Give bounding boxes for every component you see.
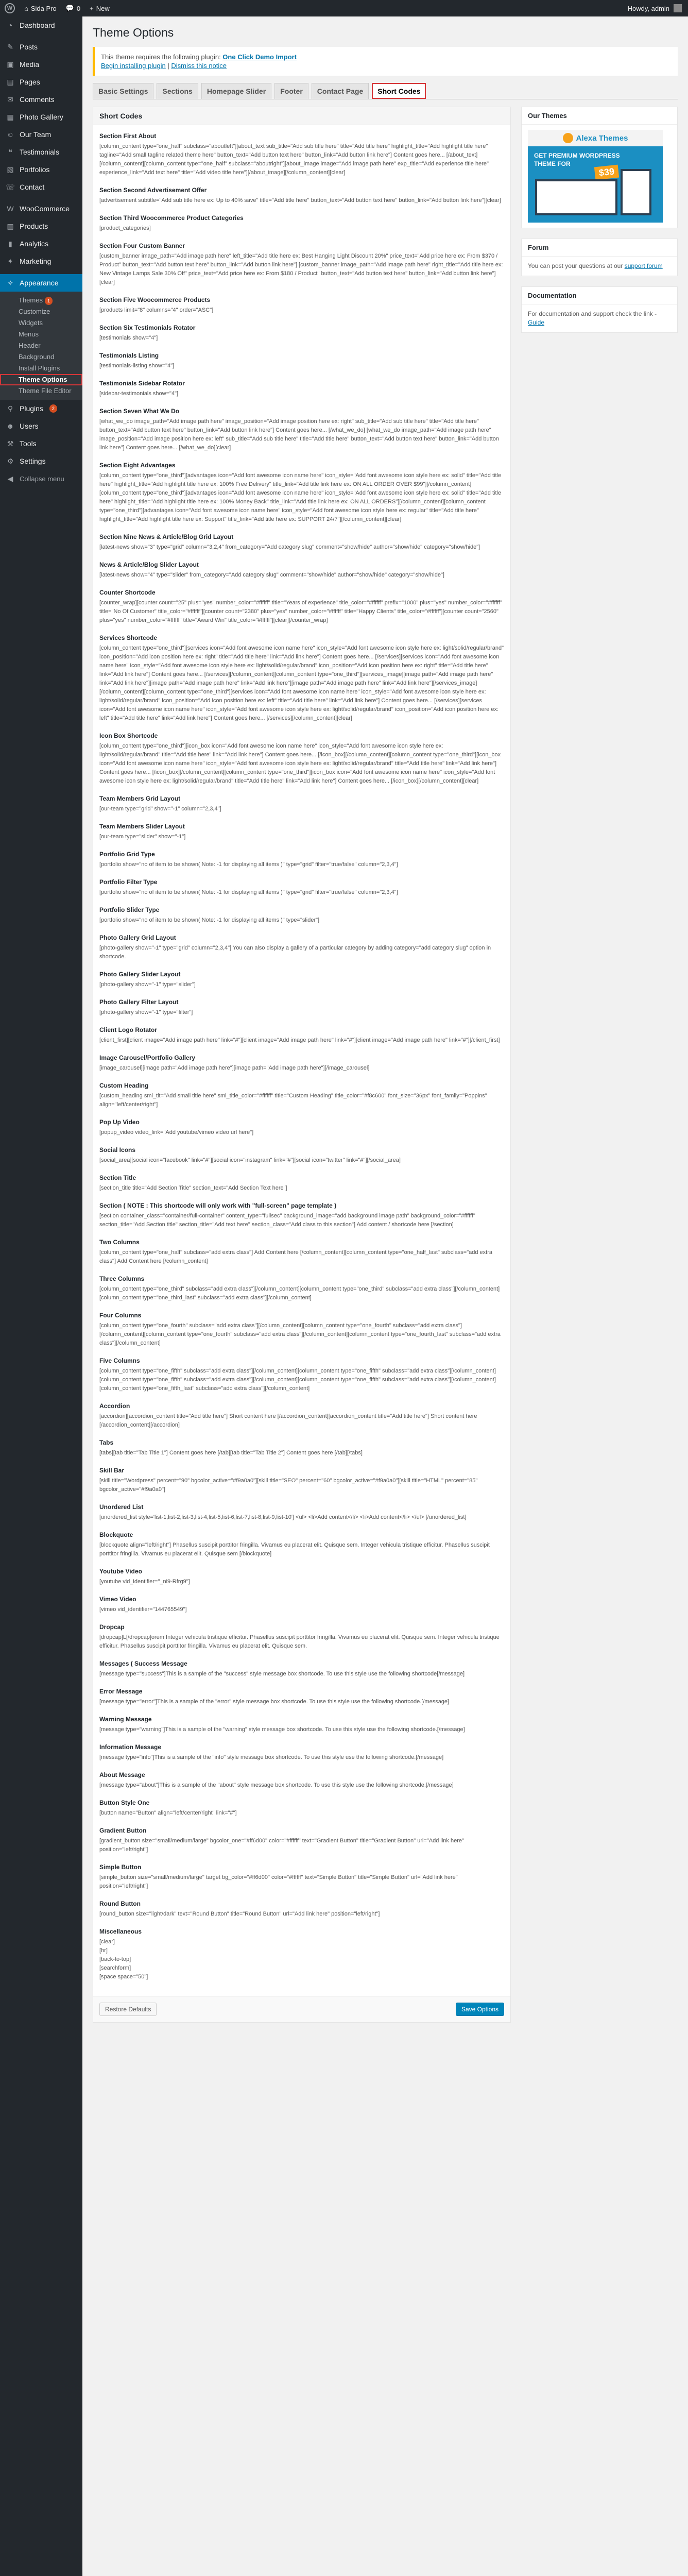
shortcode-code: [photo-gallery show="-1" type="slider"] bbox=[99, 981, 196, 988]
menu-item-label: Comments bbox=[20, 95, 55, 104]
site-name-link[interactable] bbox=[20, 0, 61, 16]
side-column bbox=[521, 107, 678, 343]
shortcode-code: [message type="about"]This is a sample of the "about" style message box shortcode. To use this style use the following shortcode.[/message] bbox=[99, 1782, 454, 1788]
shortcode-title: Section Seven What We Do bbox=[99, 408, 180, 415]
shortcode-title: Section Nine News & Article/Blog Grid Layout bbox=[99, 533, 234, 540]
shortcode-item bbox=[99, 1174, 504, 1193]
shortcode-code: [simple_button size="small/medium/large" target bg_color="#ff6d00" color="#ffffff" text="Simple Button" title="Simple Button" url="Add link here" position="left/right"] bbox=[99, 1874, 458, 1889]
submenu-item-label: Theme File Editor bbox=[19, 387, 72, 395]
shortcode-title: Gradient Button bbox=[99, 1827, 147, 1834]
guide-link[interactable]: Guide bbox=[528, 319, 545, 326]
menu-item-our-team[interactable] bbox=[0, 126, 82, 143]
plugin-link[interactable]: One Click Demo Import bbox=[222, 53, 297, 61]
shortcode-item bbox=[99, 1503, 504, 1522]
shortcode-code: [our-team type="slider" show="-1"] bbox=[99, 834, 186, 840]
appearance-submenu-wrap bbox=[0, 292, 82, 400]
shortcode-item bbox=[99, 380, 504, 398]
shortcode-item bbox=[99, 998, 504, 1017]
shortcode-item bbox=[99, 1026, 504, 1045]
menu-item-label: Settings bbox=[20, 457, 46, 465]
menu-item-label: Products bbox=[20, 222, 48, 230]
shortcode-title: Warning Message bbox=[99, 1716, 152, 1723]
menu-item-label: Appearance bbox=[20, 279, 59, 287]
shortcode-item bbox=[99, 634, 504, 723]
wordpress-menu[interactable] bbox=[0, 0, 20, 16]
media-icon: ▣ bbox=[7, 60, 14, 69]
shortcode-item bbox=[99, 1082, 504, 1109]
panel-footer bbox=[93, 1996, 510, 2022]
shortcode-item bbox=[99, 1312, 504, 1348]
shortcode-item bbox=[99, 1402, 504, 1430]
shortcode-code: [blockquote align="left/right"] Phasellus suscipit porttitor fringilla. Vivamus eu placerat elit. Quisque sem. Integer vehicula tristique efficitur. Phasellus suscipit porttitor fringilla. Vivamus eu placerat elit. Quisque sem [/blockquote] bbox=[99, 1542, 490, 1557]
shortcode-title: Five Columns bbox=[99, 1357, 140, 1364]
shortcode-code: [latest-news show="3" type="grid" column="3,2,4" from_category="Add category slug" comment="show/hide" author="show/hide" category="show/hide"] bbox=[99, 544, 480, 550]
shortcode-code: [photo-gallery show="-1" type="grid" column="2,3,4"] You can also display a gallery of a particular category by adding category="add category slug" option in shortcode. bbox=[99, 945, 491, 960]
site-name: Sida Pro bbox=[30, 4, 57, 12]
plugin-notice: This theme requires the following plugin: One Click Demo Import Begin installing plugin | Dismiss this notice bbox=[93, 47, 678, 76]
woo-icon: W bbox=[7, 205, 14, 213]
shortcode-code: [unordered_list style='list-1,list-2,list-3,list-4,list-5,list-6,list-7,list-8,list-9,list-10'] <ul> <li>Add content</li> <li>Add content</li> </ul> [/unordered_list] bbox=[99, 1514, 467, 1520]
admin-bar bbox=[0, 0, 688, 16]
shortcode-title: Tabs bbox=[99, 1439, 114, 1446]
shortcode-item bbox=[99, 1202, 504, 1229]
shortcode-title: Section ( NOTE : This shortcode will only work with "full-screen" page template ) bbox=[99, 1202, 337, 1209]
menu-item-label: Posts bbox=[20, 43, 38, 51]
shortcode-title: Messages ( Success Message bbox=[99, 1660, 187, 1667]
shortcode-code: [section_title title="Add Section Title" section_text="Add Section Text here"] bbox=[99, 1185, 287, 1191]
menu-item-label: Marketing bbox=[20, 257, 51, 265]
shortcode-title: Social Icons bbox=[99, 1146, 136, 1154]
menu-item-dashboard[interactable] bbox=[0, 16, 82, 34]
promo-price: $39 bbox=[594, 165, 619, 180]
submenu-item-label: Install Plugins bbox=[19, 364, 60, 372]
shortcode-title: Client Logo Rotator bbox=[99, 1026, 157, 1033]
gallery-icon: ▦ bbox=[7, 112, 14, 121]
menu-item-media[interactable] bbox=[0, 56, 82, 73]
tab-homepage-slider[interactable]: Homepage Slider bbox=[201, 83, 271, 99]
shortcode-title: Services Shortcode bbox=[99, 634, 158, 641]
shortcode-title: Section Eight Advantages bbox=[99, 462, 176, 469]
plus-icon: + bbox=[90, 4, 94, 12]
options-tabs bbox=[93, 83, 678, 99]
documentation-box bbox=[521, 286, 678, 333]
shortcode-title: Custom Heading bbox=[99, 1082, 149, 1089]
shortcode-item bbox=[99, 1799, 504, 1818]
shortcode-code: [message type="warning"]This is a sample of the "warning" style message box shortcode. To use this style use the following shortcode.[/message] bbox=[99, 1726, 465, 1733]
shortcode-title: Section Third Woocommerce Product Categories bbox=[99, 214, 244, 222]
shortcode-code: [column_content type="one_half" subclass="add extra class"] Add Content here [/column_content][column_content type="one_half_last" subclass="add extra class"] Add Content here [/column_content] bbox=[99, 1249, 492, 1264]
shortcode-code: [product_categories] bbox=[99, 225, 151, 231]
shortcode-title: Section Four Custom Banner bbox=[99, 242, 185, 249]
shortcode-title: Testimonials Listing bbox=[99, 352, 159, 359]
shortcode-code: [column_content type="one_fourth" subclass="add extra class"][/column_content][column_content type="one_fourth" subclass="add extra class"][/column_content][column_content type="one_fourth" subclass="add extra class"][/column_content][column_content type="one_fourth_last" subclass="add extra class"][/column_content] bbox=[99, 1323, 501, 1346]
shortcode-title: Portfolio Slider Type bbox=[99, 906, 160, 913]
submenu-item-theme-file-editor[interactable] bbox=[0, 385, 82, 397]
panel-title: Short Codes bbox=[93, 107, 510, 125]
forum-title: Forum bbox=[522, 239, 677, 257]
shortcode-title: Section Six Testimonials Rotator bbox=[99, 324, 196, 331]
shortcode-title: Error Message bbox=[99, 1688, 143, 1695]
shortcode-item bbox=[99, 1743, 504, 1762]
shortcode-title: Photo Gallery Grid Layout bbox=[99, 934, 176, 941]
shortcode-item bbox=[99, 533, 504, 552]
shortcode-code: [column_content type="one_third"][services icon="Add font awesome icon name here" icon_style="Add font awesome icon style here ex: light/solid/regular/brand" icon_position="Add icon position here ex: right" title="Add title here" link="Add link here"] Content goes here... [/services][services icon="Add font awesome icon name here" icon_style="Add font awesome icon style here ex: light/solid/regular/brand" icon_position="Add icon position here ex: right" title="Add title here" link="Add link here"] Content goes here... [/services][/column_content][column_content type="one_third"][services_image][image path="Add image path here" link="Add link here"][image path="Add image path here" link="Add link here"][image path="Add image path here" link="Add link here"][/services_image][/column_content][column_content type="one_third"][services icon="Add font awesome icon name here" icon_style="Add font awesome icon style here ex: light/solid/regular/brand" icon_position="Add icon position here ex: left" title="Add title here" link="Add link here"] Content goes here... [/services][services icon="Add font awesome icon name here" icon_style="Add font awesome icon style here ex: light/solid/regular/brand" icon_position="Add icon position here ex: left" title="Add title here" link="Add link here"] Content goes here... [/services][/column_content][clear] bbox=[99, 645, 504, 721]
settings-icon: ⚙ bbox=[7, 456, 14, 465]
wordpress-logo-icon: W bbox=[5, 3, 15, 13]
products-icon: ▥ bbox=[7, 222, 14, 230]
shortcode-title: Testimonials Sidebar Rotator bbox=[99, 380, 185, 387]
shortcode-item bbox=[99, 1239, 504, 1266]
shortcode-title: Skill Bar bbox=[99, 1467, 125, 1474]
menu-item-label: Tools bbox=[20, 439, 37, 448]
comment-icon: 💬 bbox=[65, 4, 74, 12]
shortcode-code: [sidebar-testimonials show="4"] bbox=[99, 391, 179, 397]
shortcode-code: [testimonials show="4"] bbox=[99, 335, 158, 341]
submenu-item-themes[interactable] bbox=[0, 295, 82, 306]
shortcode-item bbox=[99, 851, 504, 869]
shortcode-item bbox=[99, 462, 504, 524]
shortcode-item bbox=[99, 589, 504, 625]
promo-text: GET PREMIUM WORDPRESS THEME FOR bbox=[534, 152, 620, 167]
shortcode-item bbox=[99, 906, 504, 925]
menu-item-marketing[interactable] bbox=[0, 252, 82, 270]
submenu-item-label: Background bbox=[19, 353, 55, 361]
shortcode-code: [youtube vid_identifier="_ni9-Rfrg9"] bbox=[99, 1579, 190, 1585]
shortcode-title: Photo Gallery Filter Layout bbox=[99, 998, 179, 1006]
appearance-icon: ✧ bbox=[7, 278, 13, 287]
collapse-icon: ◀ bbox=[7, 474, 13, 483]
shortcode-item bbox=[99, 561, 504, 580]
shortcode-code: [photo-gallery show="-1" type="filter"] bbox=[99, 1009, 193, 1015]
documentation-title: Documentation bbox=[522, 287, 677, 304]
submenu-item-label: Customize bbox=[19, 308, 50, 315]
admin-menu bbox=[0, 16, 82, 487]
shortcode-item bbox=[99, 934, 504, 961]
shortcode-code: [vimeo vid_identifier="144765549"] bbox=[99, 1606, 187, 1613]
submenu-item-header[interactable] bbox=[0, 340, 82, 351]
contact-icon: ☏ bbox=[6, 182, 15, 191]
shortcode-code: [our-team type="grid" show="-1" column="2,3,4"] bbox=[99, 806, 221, 812]
shortcode-item bbox=[99, 1531, 504, 1558]
menu-item-pages[interactable] bbox=[0, 73, 82, 91]
shortcode-item bbox=[99, 1146, 504, 1165]
submenu-item-theme-options[interactable] bbox=[0, 374, 82, 385]
menu-item-label: Pages bbox=[20, 78, 40, 86]
shortcode-code: [tabs][tab title="Tab Title 1"] Content goes here [/tab][tab title="Tab Title 2"] Content goes here [/tab][/tabs] bbox=[99, 1450, 363, 1456]
shortcode-title: Youtube Video bbox=[99, 1568, 142, 1575]
laptop-mockup bbox=[535, 179, 617, 215]
shortcode-code: [popup_video video_link="Add youtube/vimeo video url here"] bbox=[99, 1129, 254, 1136]
comment-icon: ✉ bbox=[7, 95, 13, 104]
shortcode-item bbox=[99, 1568, 504, 1586]
menu-item-comments[interactable] bbox=[0, 91, 82, 108]
shortcode-item bbox=[99, 1054, 504, 1073]
menu-separator bbox=[0, 196, 82, 200]
menu-item-photo-gallery[interactable] bbox=[0, 108, 82, 126]
menu-item-plugins[interactable] bbox=[0, 400, 82, 417]
shortcode-title: Two Columns bbox=[99, 1239, 140, 1246]
dismiss-notice-link[interactable]: Dismiss this notice bbox=[171, 62, 227, 70]
shortcode-title: Image Carousel/Portfolio Gallery bbox=[99, 1054, 196, 1061]
shortcode-code: [message type="error"]This is a sample of the "error" style message box shortcode. To use this style use the following shortcode.[/message] bbox=[99, 1699, 450, 1705]
forum-text: You can post your questions at our bbox=[528, 262, 625, 269]
pin-icon: ✎ bbox=[7, 42, 13, 51]
menu-separator bbox=[0, 270, 82, 274]
shortcode-title: Team Members Slider Layout bbox=[99, 823, 185, 830]
forum-box bbox=[521, 239, 678, 276]
shortcode-title: Accordion bbox=[99, 1402, 130, 1410]
shortcode-item bbox=[99, 1900, 504, 1919]
shortcode-title: Miscellaneous bbox=[99, 1928, 142, 1935]
submenu-item-background[interactable] bbox=[0, 351, 82, 363]
shortcode-code: [counter_wrap][counter count="25" plus="yes" number_color="#ffffff" title="Years of experience" title_color="#ffffff" prefix="1000" plus="yes" number_color="#ffffff" title="No Of Customer" title_color="#ffffff"][counter count="2380" plus="yes" number_color="#ffffff" title="Happy Clients" title_color="#ffffff"][counter count="2560" plus="yes" number_color="#ffffff" title="Award Win" title_color="#ffffff"][clear][/counter_wrap] bbox=[99, 600, 502, 623]
page-title: Theme Options bbox=[93, 26, 174, 39]
phone-mockup bbox=[621, 169, 651, 215]
shortcode-item bbox=[99, 1827, 504, 1854]
shortcode-title: Vimeo Video bbox=[99, 1596, 136, 1603]
shortcode-code: [image_carousel][image path="Add image path here"][image path="Add image path here"][/image_carousel] bbox=[99, 1065, 370, 1071]
shortcode-title: Dropcap bbox=[99, 1623, 125, 1631]
plugin-icon: ⚲ bbox=[7, 404, 13, 413]
our-themes-box bbox=[521, 107, 678, 228]
tools-icon: ⚒ bbox=[7, 439, 14, 448]
menu-item-label: Plugins bbox=[20, 404, 43, 413]
shortcode-item bbox=[99, 1928, 504, 1981]
shortcode-code: [custom_heading sml_tit="Add small title here" sml_title_color="#ffffff" title="Custom Heading" title_color="#f8c600" font_size="36px" font_family="Poppins" align="left/center/right"] bbox=[99, 1093, 487, 1108]
shortcode-code: [column_content type="one_third" subclass="add extra class"][/column_content][column_content type="one_third" subclass="add extra class"][/column_content][column_content type="one_third_last" subclass="add extra class"][/column_content] bbox=[99, 1286, 500, 1301]
documentation-text: For documentation and support check the link - bbox=[528, 310, 657, 317]
shortcode-code: [column_content type="one_third"][advantages icon="Add font awesome icon name here" icon_style="Add font awesome icon style here ex: solid" title="Add title here" highlight_title="Add highlight title here ex: 100% Free Delivery" title_link="Add title link here ex: ON ALL ORDER OVER $99"][/column_content][column_content type="one_third"][advantages icon="Add font awesome icon name here" icon_style="Add font awesome icon style here ex: solid" title="Add title here" highlight_title="Add highlight title here ex: 100% Money Back" title_link="Add title link here ex: ON ALL ORDERS"][/column_content][column_content type="one_third"][advantages icon="Add font awesome icon name here" icon_style="Add font awesome icon style here ex: regular" title="Add title here" highlight_title="Add highlight title here ex: Support" title_link="Add title here ex: SUPPORT 24/7"][/column_content][clear] bbox=[99, 472, 502, 522]
shortcode-code: [section container_class="container/full-container" content_type="fullsec" background_image="add background image path" background_color="#ffffff" section_title="Add Section title" section_title="Add text here" section_class="Add class to this section"] Add content / shortcode here [/section] bbox=[99, 1213, 475, 1228]
submenu-item-customize[interactable] bbox=[0, 306, 82, 317]
shortcode-item bbox=[99, 795, 504, 814]
shortcode-title: Section First About bbox=[99, 132, 157, 140]
shortcode-title: Icon Box Shortcode bbox=[99, 732, 158, 739]
new-content-link[interactable] bbox=[85, 0, 114, 16]
account-menu[interactable] bbox=[628, 4, 688, 12]
avatar bbox=[674, 4, 682, 12]
menu-item-users[interactable] bbox=[0, 417, 82, 435]
update-count-badge: 2 bbox=[49, 404, 57, 413]
menu-item-label: Portfolios bbox=[20, 165, 50, 174]
shortcode-item bbox=[99, 214, 504, 233]
shortcode-item bbox=[99, 408, 504, 452]
shortcode-code: [clear] [hr] [back-to-top] [searchform] [space space="50"] bbox=[99, 1939, 148, 1980]
shortcode-code: [products limit="8" columns="4" order="ASC"] bbox=[99, 307, 214, 313]
submenu-item-widgets[interactable] bbox=[0, 317, 82, 329]
menu-item-tools[interactable] bbox=[0, 435, 82, 452]
shortcode-title: Section Five Woocommerce Products bbox=[99, 296, 211, 303]
themes-update-badge: 1 bbox=[45, 297, 53, 305]
menu-item-label: WooCommerce bbox=[20, 205, 70, 213]
shortcodes-panel bbox=[93, 107, 511, 2023]
shortcode-item bbox=[99, 1439, 504, 1458]
shortcode-item bbox=[99, 732, 504, 786]
shortcode-item bbox=[99, 1118, 504, 1137]
submenu-item-label: Widgets bbox=[19, 319, 43, 327]
shortcode-item bbox=[99, 1771, 504, 1790]
menu-item-portfolios[interactable] bbox=[0, 161, 82, 178]
howdy-text: Howdy, admin bbox=[627, 4, 669, 12]
shortcode-title: Button Style One bbox=[99, 1799, 150, 1806]
quote-icon: ❝ bbox=[8, 147, 12, 156]
users-icon: ☻ bbox=[6, 422, 14, 430]
shortcode-title: Unordered List bbox=[99, 1503, 144, 1511]
shortcode-item bbox=[99, 1596, 504, 1614]
submenu-item-install-plugins[interactable] bbox=[0, 363, 82, 374]
menu-item-products[interactable] bbox=[0, 217, 82, 235]
team-icon: ☺ bbox=[6, 130, 14, 139]
analytics-icon: ▮ bbox=[8, 239, 12, 248]
promo-brand bbox=[528, 130, 663, 146]
shortcode-code: [column_content type="one_third"][icon_box icon="Add font awesome icon name here" icon_style="Add font awesome icon style here ex: light/solid/regular/brand" title="Add title here" link="Add link here"] Content goes here... [/icon_box][/column_content][column_content type="one_third"][icon_box icon="Add font awesome icon name here" icon_style="Add font awesome icon style here ex: light/solid/regular/brand" title="Add title here" link="Add link here"] Content goes here... [/icon_box][/column_content][column_content type="one_third"][icon_box icon="Add font awesome icon name here" icon_style="Add font awesome icon style here ex: light/solid/regular/brand" title="Add title here" link="Add link here"] Content goes here... [/icon_box][/column_content][clear] bbox=[99, 743, 501, 784]
promo-brand-name: Alexa Themes bbox=[576, 133, 628, 143]
shortcode-item bbox=[99, 1467, 504, 1494]
shortcode-code: [button name="Button" align="left/center/right" link="#"] bbox=[99, 1810, 237, 1816]
shortcode-title: Portfolio Grid Type bbox=[99, 851, 155, 858]
shortcode-code: [portfolio show="no of item to be shown( Note: -1 for displaying all items )" type="slider"] bbox=[99, 917, 320, 923]
restore-defaults-button[interactable]: Restore Defaults bbox=[99, 2003, 157, 2016]
submenu-item-label: Theme Options bbox=[19, 376, 67, 383]
shortcode-code: [skill title="Wordpress" percent="90" bgcolor_active="#f9a0a0"][skill title="SEO" percent="60" bgcolor_active="#f9a0a0"][skill title="HTML" percent="85" bgcolor_active="#f9a0a0"] bbox=[99, 1478, 478, 1493]
shortcode-title: About Message bbox=[99, 1771, 145, 1778]
save-options-button[interactable]: Save Options bbox=[456, 2003, 504, 2016]
shortcode-item bbox=[99, 878, 504, 897]
shortcode-title: Portfolio Filter Type bbox=[99, 878, 158, 886]
menu-item-label: Dashboard bbox=[20, 21, 55, 29]
submenu-item-label: Menus bbox=[19, 330, 39, 338]
menu-item-label: Media bbox=[20, 60, 40, 69]
shortcode-list bbox=[93, 125, 510, 1996]
submenu-item-label: Header bbox=[19, 342, 41, 349]
shortcode-code: [what_we_do image_path="Add image path here" image_position="Add image position here ex: right" sub_title="Add sub title here" title="Add title here" button_text="Add button text here" button_link="Add button link here"] Content goes here... [/what_we_do] [what_we_do image_path="Add image path here" image_position="Add image position here ex: left" sub_title="Add sub title here" title="Add title here" button_text="Add button text here" button_link="Add button link here"] Content goes here... [/what_we_do][clear] bbox=[99, 418, 500, 451]
tab-contact-page[interactable]: Contact Page bbox=[312, 83, 369, 99]
menu-separator bbox=[0, 34, 82, 38]
shortcode-item bbox=[99, 1660, 504, 1679]
tab-sections[interactable]: Sections bbox=[157, 83, 198, 99]
submenu-item-label: Themes bbox=[19, 296, 43, 304]
support-forum-link[interactable]: support forum bbox=[624, 262, 663, 269]
submenu-item-menus[interactable] bbox=[0, 329, 82, 340]
shortcode-item bbox=[99, 1623, 504, 1651]
shortcode-code: [portfolio show="no of item to be shown( Note: -1 for displaying all items )" type="grid" filter="true/false" column="2,3,4"] bbox=[99, 889, 398, 895]
menu-item-label: Testimonials bbox=[20, 148, 60, 156]
shortcode-title: Information Message bbox=[99, 1743, 162, 1751]
shortcode-code: [column_content type="one_fifth" subclass="add extra class"][/column_content][column_content type="one_fifth" subclass="add extra class"][/column_content][column_content type="one_fifth" subclass="add extra class"][/column_content][column_content type="one_fifth" subclass="add extra class"][/column_content][column_content type="one_fifth_last" subclass="add extra class"][/column_content] bbox=[99, 1368, 496, 1392]
alexa-logo-icon bbox=[563, 133, 573, 143]
shortcode-title: Blockquote bbox=[99, 1531, 133, 1538]
shortcode-item bbox=[99, 132, 504, 177]
shortcode-code: [social_area][social icon="facebook" link="#"][social icon="instagram" link="#"][social icon="twitter" link="#"][/social_area] bbox=[99, 1157, 401, 1163]
shortcode-title: Simple Button bbox=[99, 1863, 142, 1871]
shortcode-item bbox=[99, 971, 504, 989]
shortcode-title: Photo Gallery Slider Layout bbox=[99, 971, 181, 978]
tab-footer[interactable]: Footer bbox=[274, 83, 308, 99]
shortcode-code: [portfolio show="no of item to be shown( Note: -1 for displaying all items )" type="grid" filter="true/false" column="2,3,4"] bbox=[99, 861, 398, 868]
shortcode-code: [client_first][client image="Add image path here" link="#"][client image="Add image path here" link="#"][client image="Add image path here" link="#"][/client_first] bbox=[99, 1037, 500, 1043]
menu-item-contact[interactable] bbox=[0, 178, 82, 196]
dashboard-icon: ◔ bbox=[8, 21, 13, 29]
shortcode-item bbox=[99, 1716, 504, 1734]
marketing-icon: ✦ bbox=[7, 257, 13, 265]
comments-link[interactable] bbox=[61, 0, 85, 16]
shortcode-code: [message type="info"]This is a sample of the "info" style message box shortcode. To use this style use the following shortcode.[/message] bbox=[99, 1754, 444, 1760]
tab-basic-settings[interactable]: Basic Settings bbox=[93, 83, 153, 99]
theme-promo-banner[interactable] bbox=[528, 130, 663, 223]
collapse-menu-button[interactable] bbox=[0, 470, 82, 487]
comments-count: 0 bbox=[76, 4, 81, 12]
portfolio-icon: ▧ bbox=[7, 165, 14, 174]
shortcode-title: Team Members Grid Layout bbox=[99, 795, 181, 802]
shortcode-code: [custom_banner image_path="Add image path here" left_title="Add title here ex: Best Hanging Light Discount 20%" price_text="Add price here ex: From $370 / Product" button_text="Add button text here" button_link="Add button link here"] [custom_banner image_path="Add image path here" right_title="Add title here ex: New Vintage Lamps Sale 30% Off" price_text="Add price here ex: From $180 / Product" button_text="Add button text here" button_link="Add button link here"][clear] bbox=[99, 253, 503, 285]
shortcode-title: Section Title bbox=[99, 1174, 136, 1181]
shortcode-item bbox=[99, 823, 504, 841]
menu-item-testimonials[interactable] bbox=[0, 143, 82, 161]
page-icon: ▤ bbox=[7, 77, 14, 86]
shortcode-item bbox=[99, 1275, 504, 1302]
shortcode-code: [round_button size="light/dark" text="Round Button" title="Round Button" url="Add link here" position="left/right"] bbox=[99, 1911, 380, 1917]
shortcode-item bbox=[99, 1688, 504, 1706]
notice-text: This theme requires the following plugin: bbox=[101, 53, 223, 61]
admin-sidebar bbox=[0, 16, 82, 2576]
menu-item-appearance[interactable] bbox=[0, 274, 82, 292]
shortcode-item bbox=[99, 352, 504, 370]
shortcode-item bbox=[99, 187, 504, 205]
shortcode-title: Section Second Advertisement Offer bbox=[99, 187, 207, 194]
menu-item-settings[interactable] bbox=[0, 452, 82, 470]
shortcode-code: [dropcap]L[/dropcap]orem Integer vehicula tristique efficitur. Phasellus suscipit porttitor fringilla. Vivamus eu placerat elit. Quisque sem. Integer vehicula tristique efficitur. Phasellus suscipit porttitor fringilla. Vivamus eu placerat elit. Quisque sem. bbox=[99, 1634, 500, 1649]
new-label: New bbox=[96, 4, 110, 12]
menu-item-label: Contact bbox=[20, 183, 45, 191]
begin-install-link[interactable]: Begin installing plugin bbox=[101, 62, 166, 70]
menu-item-label: Analytics bbox=[20, 240, 49, 248]
our-themes-title: Our Themes bbox=[522, 107, 677, 125]
home-icon: ⌂ bbox=[24, 4, 28, 12]
shortcode-code: [gradient_button size="small/medium/large" bgcolor_one="#ff6d00" color="#ffffff" text="Gradient Button" title="Gradient Button" url="Add link here" position="left/right"] bbox=[99, 1838, 464, 1853]
shortcode-code: [accordion][accordion_content title="Add title here"] Short content here [/accordion_content][accordion_content title="Add title here"] Short content here [/accordion_content][/accordion] bbox=[99, 1413, 477, 1428]
shortcode-code: [latest-news show="4" type="slider" from_category="Add category slug" comment="show/hide" author="show/hide" category="show/hide"] bbox=[99, 572, 444, 578]
shortcode-title: Round Button bbox=[99, 1900, 141, 1907]
shortcode-item bbox=[99, 242, 504, 287]
shortcode-item bbox=[99, 1357, 504, 1393]
shortcode-title: News & Article/Blog Slider Layout bbox=[99, 561, 199, 568]
shortcode-item bbox=[99, 1863, 504, 1891]
menu-item-label: Users bbox=[20, 422, 39, 430]
shortcode-title: Four Columns bbox=[99, 1312, 142, 1319]
shortcode-code: [advertisement subtitle="Add sub title here ex: Up to 40% save" title="Add title here" button_text="Add button text here" button_link="Add button link here"][clear] bbox=[99, 197, 501, 204]
shortcode-item bbox=[99, 296, 504, 315]
tab-short-codes[interactable]: Short Codes bbox=[372, 83, 426, 99]
shortcode-code: [testimonials-listing show="4"] bbox=[99, 363, 175, 369]
shortcode-title: Three Columns bbox=[99, 1275, 145, 1282]
shortcode-item bbox=[99, 324, 504, 343]
menu-item-label: Photo Gallery bbox=[20, 113, 63, 121]
collapse-label: Collapse menu bbox=[20, 474, 64, 483]
shortcode-code: [message type="success"]This is a sample of the "success" style message box shortcode. To use this style use the following shortcode[/message] bbox=[99, 1671, 465, 1677]
menu-item-analytics[interactable] bbox=[0, 235, 82, 252]
shortcode-title: Counter Shortcode bbox=[99, 589, 156, 596]
shortcode-code: [column_content type="one_half" subclass="aboutleft"][about_text sub_title="Add sub title here" title="Add title here" highlight_title="Add highlight title here" tagline="Add small tagline related theme here" button_text="Add button text here" button_link="Add button link here"] Content goes here... [/about_text] [/column_content][column_content type="one_half" subclass="aboutright"][about_image image="Add image path here" exp_title="Add experience title here" experience_link="Add text here" title="Add video title here"][/about_image][/column_content][clear] bbox=[99, 143, 489, 176]
appearance-submenu bbox=[0, 292, 82, 400]
menu-item-label: Our Team bbox=[20, 130, 51, 139]
menu-item-woocommerce[interactable] bbox=[0, 200, 82, 217]
main-content bbox=[93, 16, 678, 2023]
menu-item-posts[interactable] bbox=[0, 38, 82, 56]
shortcode-title: Pop Up Video bbox=[99, 1118, 140, 1126]
